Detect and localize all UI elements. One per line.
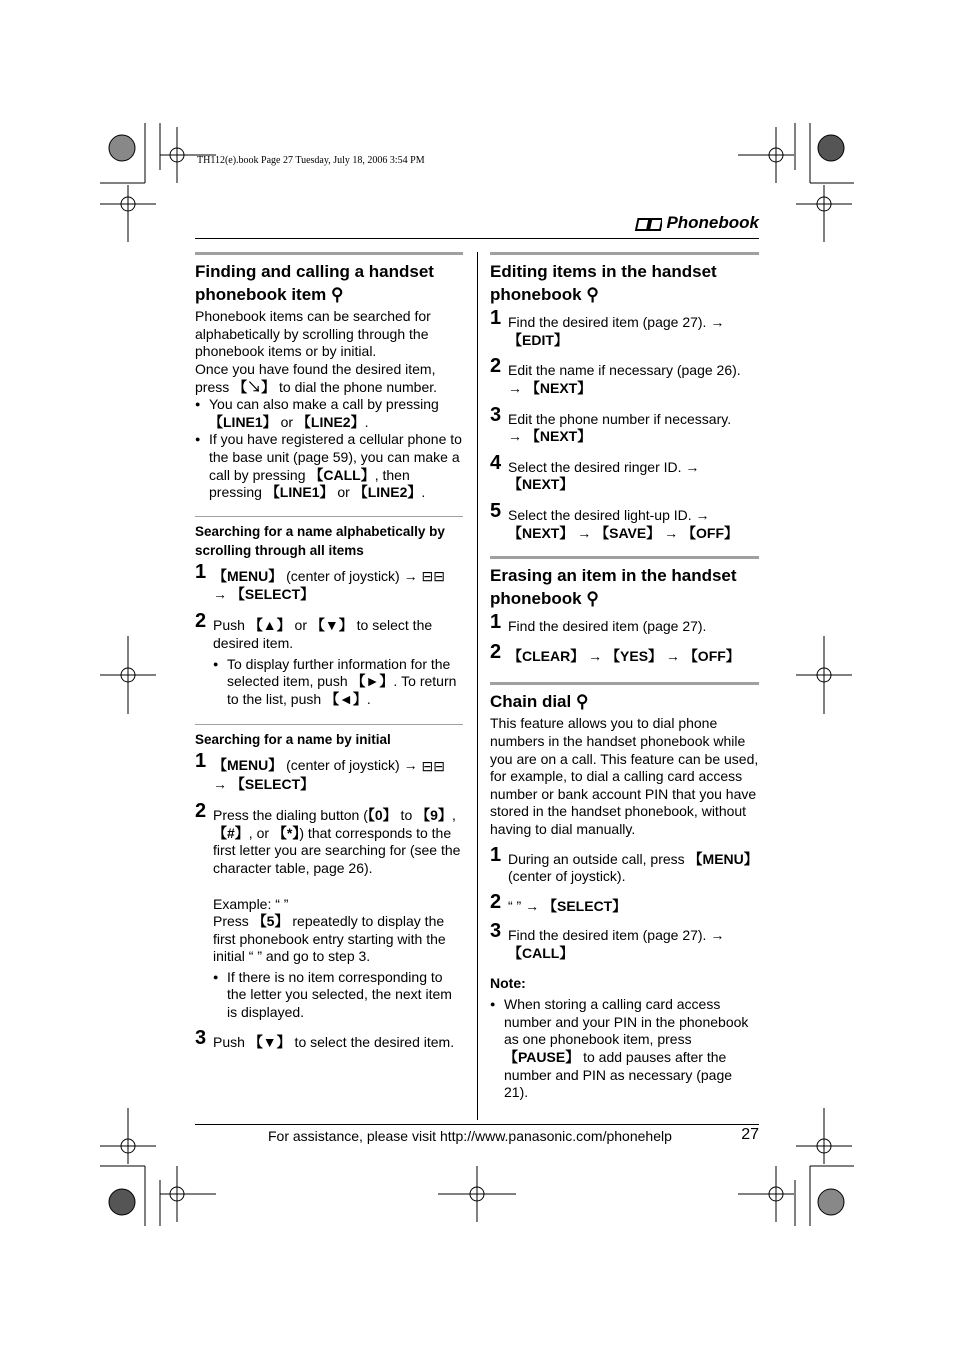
section-title-erase: Erasing an item in the handset phonebook ⚲ xyxy=(490,565,759,610)
alpha-bullet-1: ● To display further information for the selected item, push 【►】. To return to the list, push 【◄】. xyxy=(213,656,463,709)
print-mark: TH112(e).book Page 27 Tuesday, July 18, 2006 3:54 PM xyxy=(197,155,425,166)
phonebook-icon: ⊟⊟ xyxy=(421,568,445,585)
subsection-rule xyxy=(195,516,463,517)
handset-icon: ⚲ xyxy=(575,691,589,711)
phonebook-icon: ⊟⊟ xyxy=(421,757,445,774)
page-header xyxy=(634,213,759,233)
edit-step-2: 2 Edit the name if necessary (page 26). → 【NEXT】 xyxy=(490,355,741,397)
alpha-step-1: 1 【MENU】 (center of joystick) → ⊟⊟ → 【SELECT】 xyxy=(195,560,445,602)
alpha-step-2: 2 Push 【▲】 or 【▼】 to select the desired item. ● To display further information for the selected item, push 【►】. To return to the list, push 【◄】. xyxy=(195,617,463,708)
header-title: Phonebook xyxy=(666,213,759,232)
chain-step-1: 1 During an outside call, press 【MENU】 (center of joystick). xyxy=(490,843,758,885)
chain-paragraph: This feature allows you to dial phone numbers in the handset phonebook while you are on a call. This feature can be used, for example, to dial a calling card access number or bank account PIN that you have stored in the handset phonebook, without having to dial manually. xyxy=(490,715,759,837)
section-rule xyxy=(490,556,759,559)
note-label: Note: xyxy=(490,974,526,991)
initial-step-3: 3 Push 【▼】 to select the desired item. xyxy=(195,1026,455,1050)
section-rule xyxy=(195,252,463,255)
section-title-find: Finding and calling a handset phonebook item ⚲ xyxy=(195,261,463,306)
edit-step-5: 5 Select the desired light-up ID. → 【NEXT】 → 【SAVE】 → 【OFF】 xyxy=(490,500,738,541)
page-number: 27 xyxy=(741,1126,759,1143)
initial-example: Example: “ ” xyxy=(213,895,289,912)
footer-rule xyxy=(195,1124,759,1125)
erase-step-2: 2 【CLEAR】 → 【YES】 → 【OFF】 xyxy=(490,641,740,665)
find-bullet-1: ● You can also make a call by pressing 【LINE1】 or 【LINE2】. xyxy=(195,396,463,431)
chain-step-2: 2 “ ” → 【SELECT】 xyxy=(490,890,627,914)
subsection-title-initial: Searching for a name by initial xyxy=(195,732,391,748)
edit-step-4: 4 Select the desired ringer ID. → 【NEXT】 xyxy=(490,451,700,493)
handset-icon: ⚲ xyxy=(586,284,599,304)
handset-icon: ⚲ xyxy=(586,588,599,608)
initial-bullet-1: ● If there is no item corresponding to the letter you selected, the next item is displayed. xyxy=(213,969,463,1022)
left-column xyxy=(195,252,463,1051)
initial-press: Press 【5】 repeatedly to display the first phonebook entry starting with the initial “ ” and go to step 3. xyxy=(213,913,446,965)
edit-step-1: 1 Find the desired item (page 27). → 【EDIT】 xyxy=(490,307,725,348)
initial-step-1: 1 【MENU】 (center of joystick) → ⊟⊟ → 【SELECT】 xyxy=(195,750,445,792)
edit-step-3: 3 Edit the phone number if necessary. → 【NEXT】 xyxy=(490,403,732,445)
section-rule xyxy=(490,682,759,685)
column-divider xyxy=(477,252,478,1120)
chain-step-3: 3 Find the desired item (page 27). → 【CALL】 xyxy=(490,920,725,961)
find-paragraph-1: Phonebook items can be searched for alphabetically by scrolling through the phonebook items or by initial. xyxy=(195,308,431,360)
handset-icon: ⚲ xyxy=(331,284,344,304)
footer-help: For assistance, please visit http://www.panasonic.com/phonehelp xyxy=(268,1128,672,1144)
section-rule xyxy=(490,252,759,255)
section-title-chain: Chain dial ⚲ xyxy=(490,691,759,714)
initial-step-2: 2 Press the dialing button (【0】 to 【9】, 【#】, or 【*】) that corresponds to the first letter you are searching for (see the character table, page 26). Example: “ ” Press 【5】 repeatedly to display the first phonebook entry starting with the initial “ ” and go to step 3. ● If there is no item corresponding to the letter you selected, the next item is displayed. xyxy=(195,807,463,1022)
header-rule xyxy=(195,238,759,239)
section-title-edit: Editing items in the handset phonebook ⚲ xyxy=(490,261,759,306)
erase-step-1: 1 Find the desired item (page 27). xyxy=(490,611,707,635)
subsection-title-alpha: Searching for a name alphabetically by scrolling through all items xyxy=(195,523,445,558)
talk-key: 【↘】 xyxy=(233,378,276,395)
right-column xyxy=(490,252,759,1102)
subsection-rule xyxy=(195,724,463,725)
find-paragraph-2: Once you have found the desired item, press 【↘】 to dial the phone number. xyxy=(195,361,438,395)
note-bullet-1: ● When storing a calling card access number and your PIN in the phonebook as one phonebook item, press 【PAUSE】 to add pauses after the number and PIN as necessary (page 21). xyxy=(490,996,759,1102)
phonebook-icon xyxy=(634,216,662,232)
find-bullet-2: ● If you have registered a cellular phone to the base unit (page 59), you can make a call by pressing 【CALL】, then pressing 【LINE1】 or 【LINE2】. xyxy=(195,431,463,501)
